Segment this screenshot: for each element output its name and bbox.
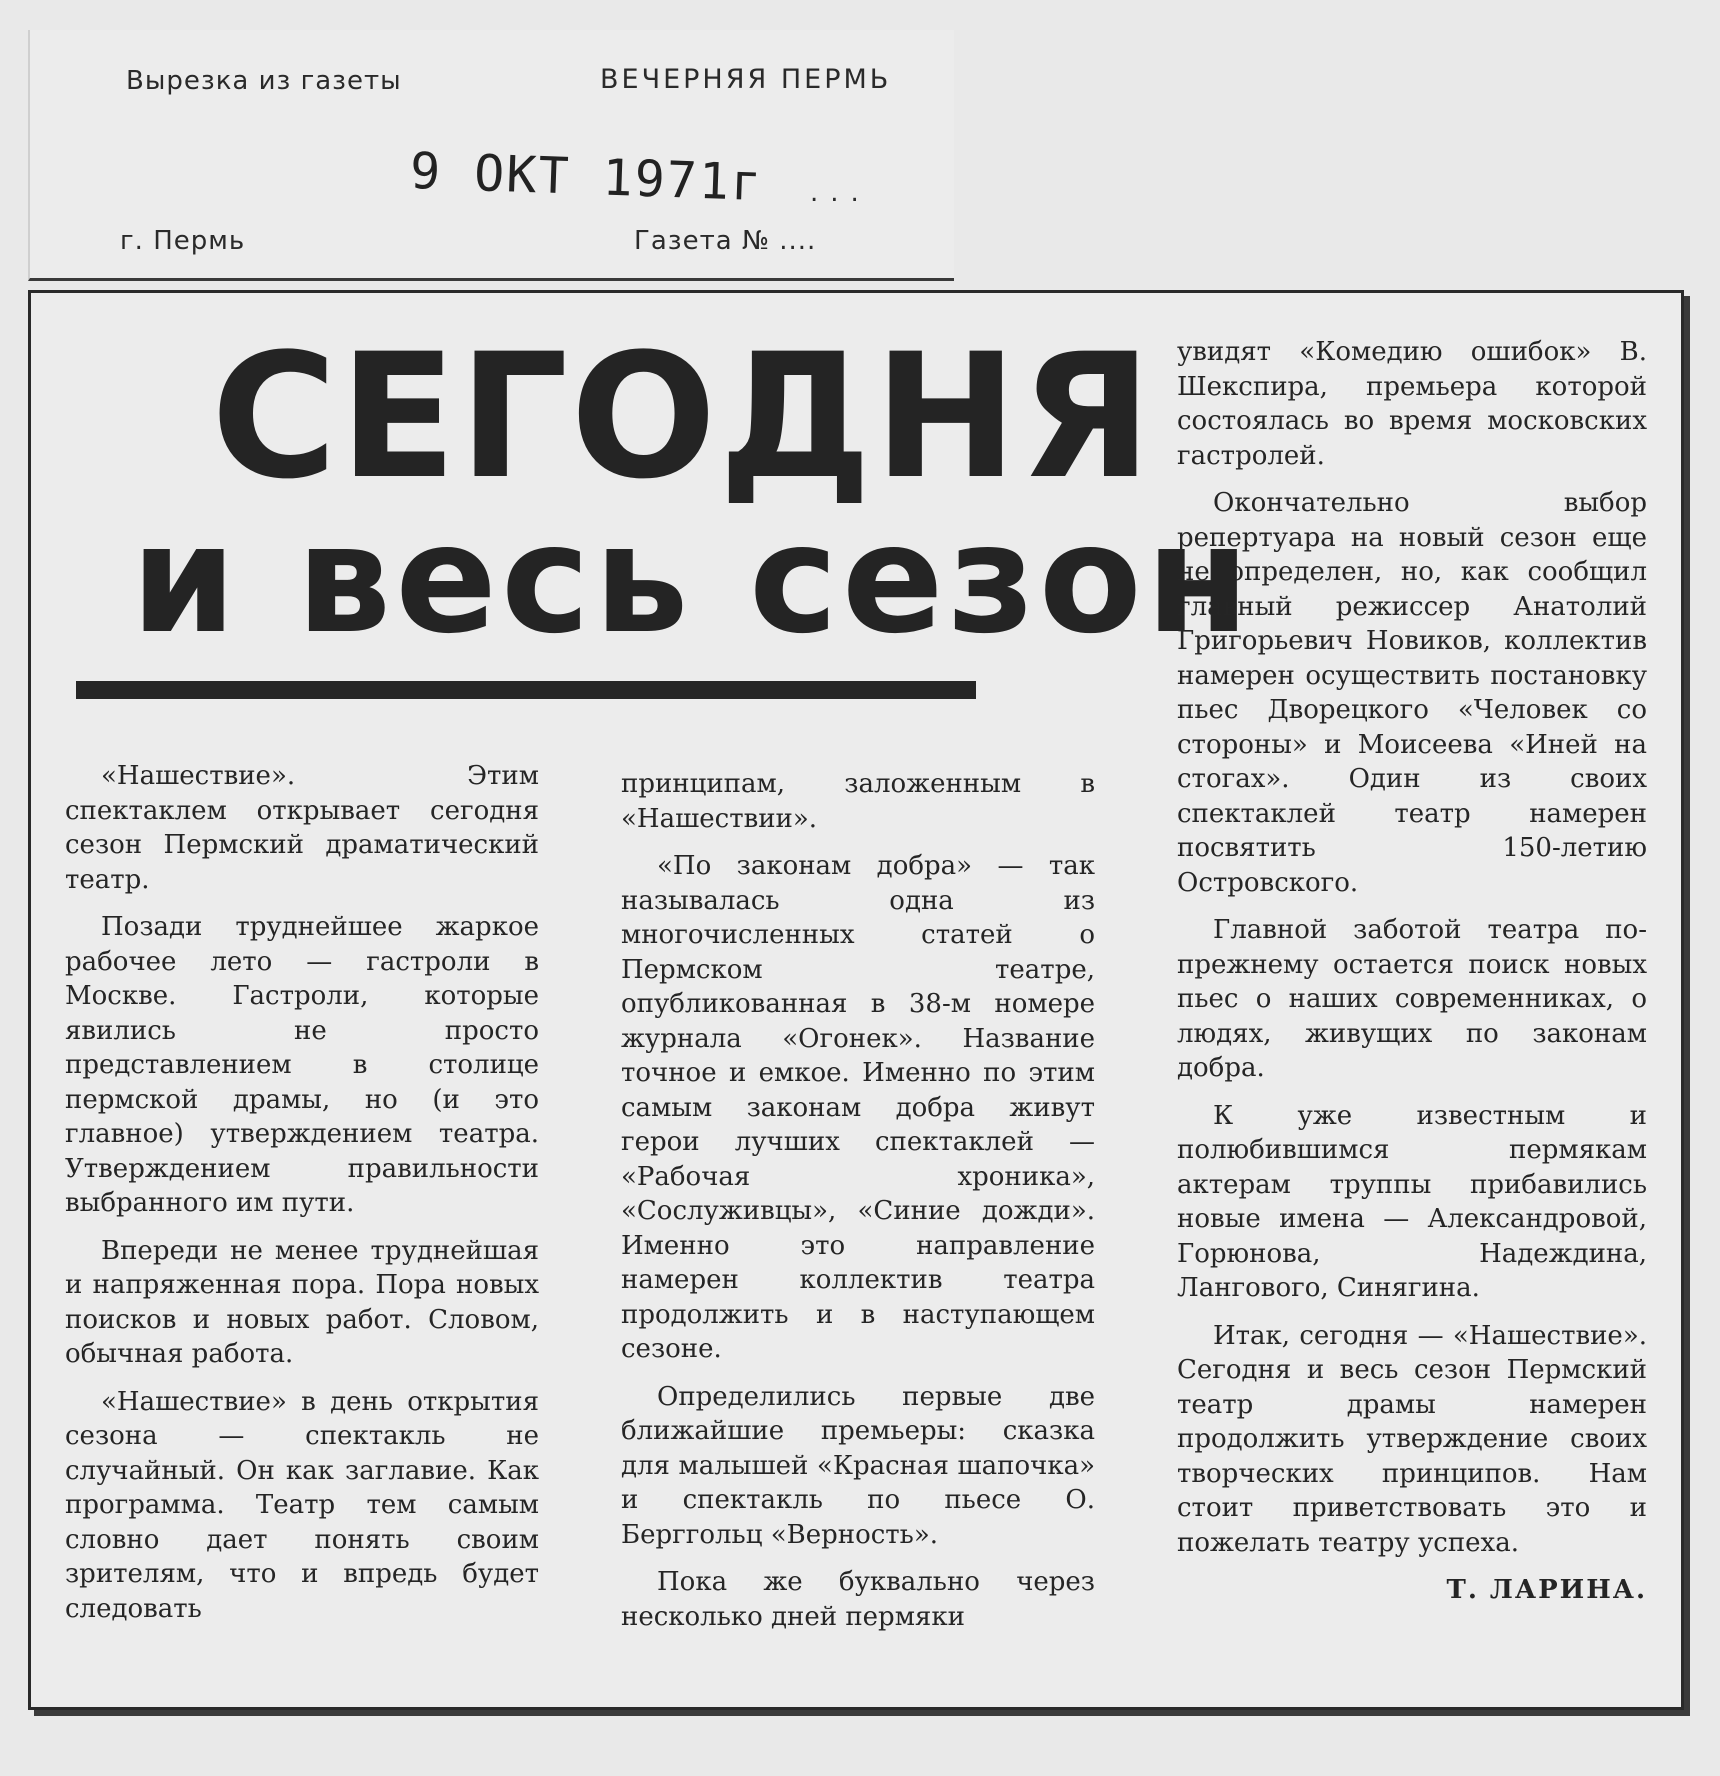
issue-number-label: Газета № ....: [634, 226, 817, 256]
paragraph: увидят «Комедию ошибок» В. Шекспира, премьера которой состоялась во время московских гастролей.: [1177, 337, 1647, 471]
headline-line1: СЕГОДНЯ: [211, 316, 1155, 517]
paragraph: Итак, сегодня — «Нашествие». Сегодня и весь сезон Пермский театр драмы намерен продолжить утверждение своих творческих принципов. Нам стоит приветствовать это и пожелать театру успеха.: [1177, 1320, 1647, 1558]
paragraph: «Нашествие» в день открытия сезона — спектакль не случайный. Он как заглавие. Как программа. Театр тем самым словно дает понять своим зрителям, что и впредь будет следовать: [65, 1386, 539, 1624]
headline-rule: [76, 681, 976, 699]
paragraph: Позади труднейшее жаркое рабочее лето — гастроли в Москве. Гастроли, которые явились не просто представлением в столице пермской драмы, но (и это главное) утверждением театра. Утверждением правильности выбранного им пути.: [65, 912, 539, 1218]
date-dots: ...: [810, 178, 871, 208]
paragraph: «По законам добра» — так называлась одна из многочисленных статей о Пермском театре, опубликованная в 38-м номере журнала «Огонек». Название точное и емкое. Именно по этим самым законам добра живут герои лучших спектаклей — «Рабочая хроника», «Сослуживцы», «Синие дожди». Именно это направление намерен коллектив театра продолжить и в наступающем сезоне.: [621, 851, 1095, 1364]
article: [28, 290, 1684, 1710]
city-label: г. Пермь: [120, 226, 246, 256]
newspaper-name: ВЕЧЕРНЯЯ ПЕРМЬ: [600, 64, 892, 95]
column-2: [621, 767, 1095, 1647]
paragraph: Окончательно выбор репертуара на новый сезон еще не определен, но, как сообщил главный режиссер Анатолий Григорьевич Новиков, коллектив намерен осуществить постановку пьес Дворецкого «Человек со стороны» и Моисеева «Иней на стогах». Один из своих спектаклей театр намерен посвятить 150-летию Островского.: [1177, 488, 1647, 898]
headline-line2: и весь сезон: [131, 493, 1254, 667]
paragraph: Пока же буквально через несколько дней пермяки: [621, 1567, 1095, 1632]
paragraph: К уже известным и полюбившимся пермякам актерам труппы прибавились новые имена — Александровой, Горюнова, Надеждина, Лангового, Синягина.: [1177, 1100, 1647, 1303]
paragraph: «Нашествие». Этим спектаклем открывает сегодня сезон Пермский драматический театр.: [65, 761, 539, 895]
column-3: [1177, 335, 1647, 1608]
paragraph: Определились первые две ближайшие премьеры: сказка для малышей «Красная шапочка» и спектакль по пьесе О. Берггольц «Верность».: [621, 1381, 1095, 1550]
paragraph: Главной заботой театра по-прежнему остается поиск новых пьес о наших современниках, о людях, живущих по законам добра.: [1177, 915, 1647, 1083]
column-1: [65, 759, 539, 1639]
paragraph: Впереди не менее труднейшая и напряженная пора. Пора новых поисков и новых работ. Словом, обычная работа.: [65, 1235, 539, 1369]
author-signature: Т. ЛАРИНА.: [1446, 1575, 1647, 1605]
source-label: Вырезка из газеты: [126, 66, 402, 96]
clipping-label: [28, 30, 954, 281]
paragraph: принципам, заложенным в «Нашествии».: [621, 769, 1095, 834]
date-stamp: 9 ОКТ 1971г: [409, 141, 765, 213]
